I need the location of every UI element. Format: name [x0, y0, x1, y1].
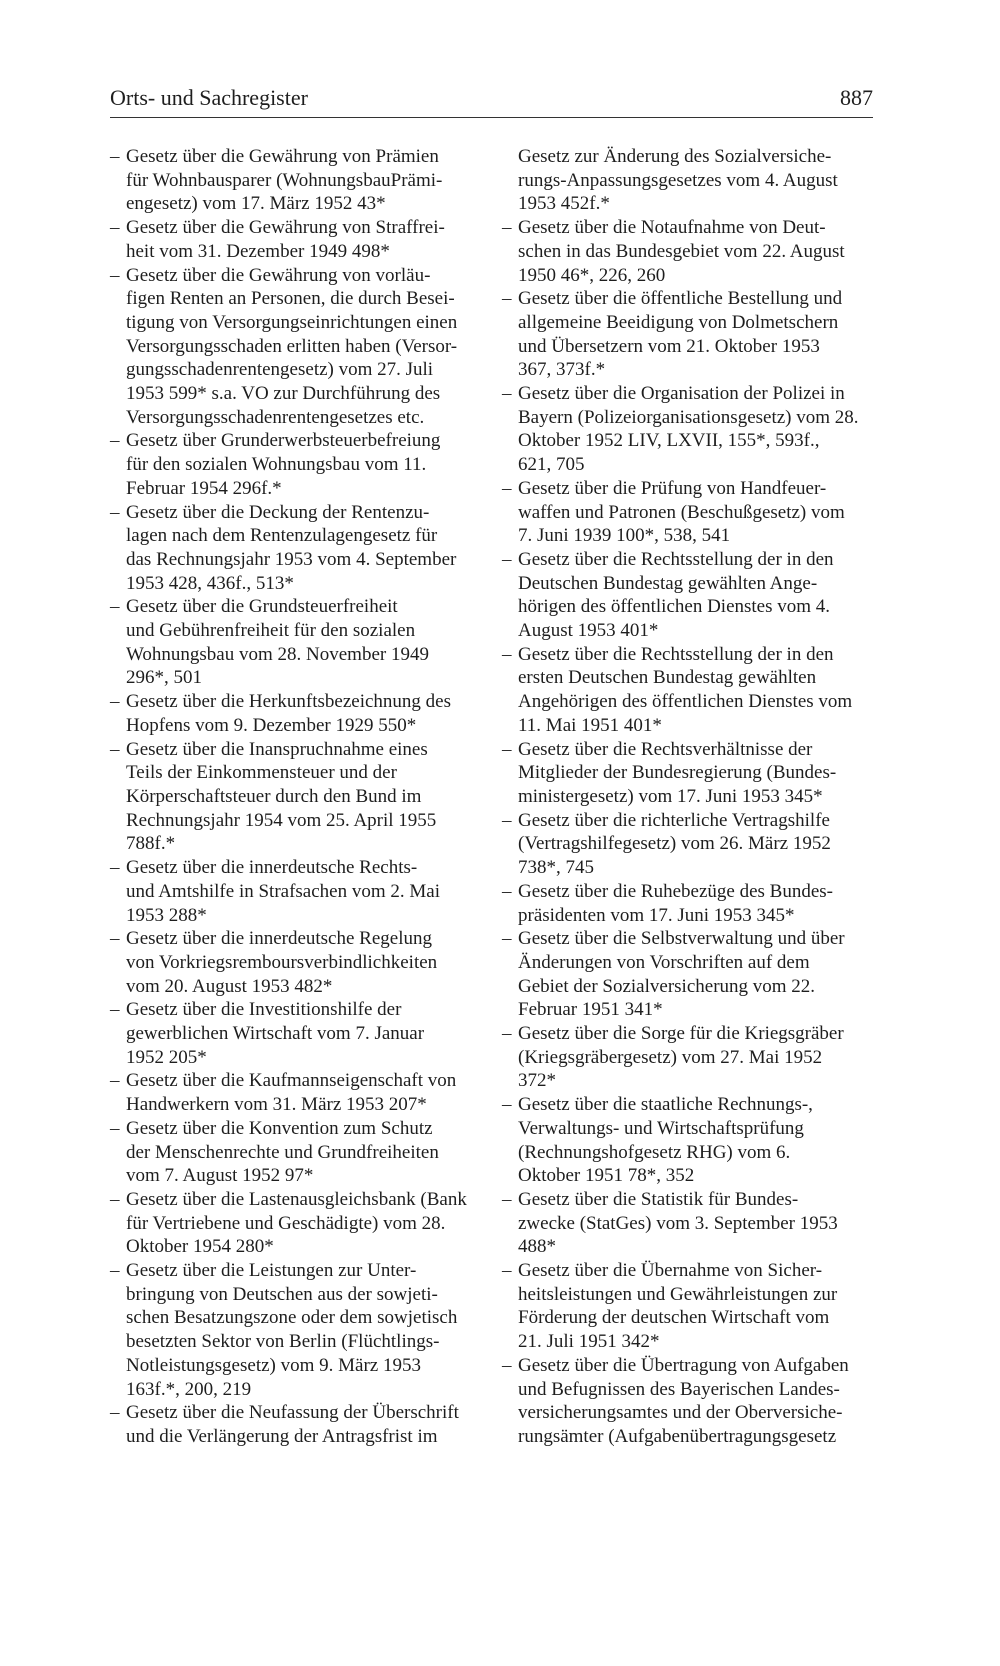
index-entry-line: 1953 428, 436f., 513*: [126, 572, 294, 594]
index-entry-line: – Gesetz über die Statistik für Bundes-: [518, 1188, 799, 1210]
index-entry-line: 21. Juli 1951 342*: [518, 1331, 660, 1353]
index-entry-line: – Gesetz über die Gewährung von vorläu-: [126, 264, 431, 286]
index-entry-line: engesetz) vom 17. März 1952 43*: [126, 193, 386, 215]
index-entry: [502, 477, 866, 548]
index-entry-line: (Vertragshilfegesetz) vom 26. März 1952: [518, 833, 831, 855]
index-entry-line: – Gesetz über die innerdeutsche Regelung: [126, 928, 432, 950]
index-entry: [110, 1259, 474, 1401]
index-entry-line: 296*, 501: [126, 667, 202, 689]
index-entry-line: gewerblichen Wirtschaft vom 7. Januar: [126, 1023, 425, 1045]
index-entry: [110, 429, 474, 500]
index-entry-line: zwecke (StatGes) vom 3. September 1953: [518, 1212, 838, 1234]
index-entry-line: 11. Mai 1951 401*: [518, 714, 662, 736]
index-entry-line: 367, 373f.*: [518, 359, 606, 381]
left-column: [110, 145, 474, 1449]
running-header: [110, 80, 873, 118]
index-entry-line: – Gesetz über die Organisation der Polizei in: [518, 383, 845, 405]
index-entry-line: besetzten Sektor von Berlin (Flüchtlings-: [126, 1331, 440, 1353]
index-entry-line: für Wohnbausparer (WohnungsbauPrämi-: [126, 169, 443, 191]
index-entry-line: Versorgungsschadenrentengesetzes etc.: [126, 406, 425, 428]
index-entry-line: Verwaltungs- und Wirtschaftsprüfung: [518, 1117, 804, 1139]
index-entry-line: Angehörigen des öffentlichen Dienstes vom: [518, 691, 853, 713]
index-entry: [110, 216, 474, 263]
index-entry-line: – Gesetz über die Selbstverwaltung und über: [518, 928, 845, 950]
index-entry-line: 1953 599* s.a. VO zur Durchführung des: [126, 383, 441, 405]
index-entry-line: – Gesetz über die Ruhebezüge des Bundes-: [518, 880, 833, 902]
index-entry-line: und die Verlängerung der Antragsfrist im: [126, 1425, 438, 1447]
page-number: 887: [840, 85, 873, 110]
index-entry: [502, 382, 866, 477]
index-entry-line: für Vertriebene und Geschädigte) vom 28.: [126, 1212, 446, 1234]
index-entry: [502, 287, 866, 382]
index-entry: [110, 927, 474, 998]
index-entry-line: Bayern (Polizeiorganisationsgesetz) vom 28.: [518, 406, 859, 428]
index-entry-line: ersten Deutschen Bundestag gewählten: [518, 667, 817, 689]
index-entry-line: – Gesetz über die öffentliche Bestellung und: [518, 288, 843, 310]
index-entry-line: 1950 46*, 226, 260: [518, 264, 666, 286]
index-entry-line: (Kriegsgräbergesetz) vom 27. Mai 1952: [518, 1046, 823, 1068]
index-entry-line: bringung von Deutschen aus der sowjeti-: [126, 1283, 438, 1305]
index-entry-line: – Gesetz über die Leistungen zur Unter-: [126, 1260, 417, 1282]
index-entry: [110, 1069, 474, 1116]
index-entry-line: Hopfens vom 9. Dezember 1929 550*: [126, 714, 417, 736]
index-entry-line: vom 20. August 1953 482*: [126, 975, 333, 997]
index-entry-line: 488*: [518, 1236, 556, 1258]
index-entry-line: Rechnungsjahr 1954 vom 25. April 1955: [126, 809, 437, 831]
index-entry-line: ministergesetz) vom 17. Juni 1953 345*: [518, 785, 823, 807]
index-entry-line: Oktober 1952 LIV, LXVII, 155*, 593f.,: [518, 430, 820, 452]
index-entry: [502, 927, 866, 1022]
index-entry-line: – Gesetz über die Gewährung von Straffrei-: [126, 217, 445, 239]
index-entry-line: 738*, 745: [518, 857, 594, 879]
index-entry-line: Gesetz zur Änderung des Sozialversiche-: [518, 146, 832, 167]
index-entry-line: 1952 205*: [126, 1046, 207, 1068]
index-entry: [110, 1117, 474, 1188]
index-entry-line: vom 7. August 1952 97*: [126, 1165, 314, 1187]
index-entry-line: waffen und Patronen (Beschußgesetz) vom: [518, 501, 845, 523]
index-entry-line: Februar 1951 341*: [518, 999, 663, 1021]
index-entry: [110, 738, 474, 857]
index-entry-line: – Gesetz über die staatliche Rechnungs-,: [518, 1094, 813, 1116]
index-entry: [110, 264, 474, 430]
header-title: Orts- und Sachregister: [110, 85, 308, 110]
index-entry-line: Notleistungsgesetz) vom 9. März 1953: [126, 1354, 421, 1376]
index-entry-line: – Gesetz über die Prüfung von Handfeuer-: [518, 477, 827, 499]
index-entry-line: Teils der Einkommensteuer und der: [126, 762, 397, 784]
index-entry-line: – Gesetz über die innerdeutsche Rechts-: [126, 857, 418, 879]
index-entry-line: – Gesetz über die Inanspruchnahme eines: [126, 738, 428, 760]
index-entry-line: tigung von Versorgungseinrichtungen einen: [126, 311, 458, 333]
index-entry-line: – Gesetz über die Kaufmannseigenschaft von: [126, 1070, 457, 1092]
index-entry-line: Änderungen von Vorschriften auf dem: [518, 951, 810, 973]
index-entry: [502, 216, 866, 287]
index-entry-line: – Gesetz über die Neufassung der Überschrift: [126, 1402, 459, 1424]
index-entry-line: 372*: [518, 1070, 556, 1092]
index-entry-line: – Gesetz über die Herkunftsbezeichnung des: [126, 691, 451, 713]
index-entry: [110, 690, 474, 737]
index-entry-line: 621, 705: [518, 454, 585, 476]
index-entry-line: 1953 452f.*: [518, 193, 610, 215]
index-entry-line: rungs-Anpassungsgesetzes vom 4. August: [518, 169, 838, 191]
index-entry-line: schen in das Bundesgebiet vom 22. August: [518, 240, 845, 262]
index-entry-line: figen Renten an Personen, die durch Besei-: [126, 288, 455, 310]
index-entry: [502, 1022, 866, 1093]
index-entry-line: Wohnungsbau vom 28. November 1949: [126, 643, 429, 665]
index-entry-line: und Amtshilfe in Strafsachen vom 2. Mai: [126, 880, 440, 902]
index-entry-line: Oktober 1951 78*, 352: [518, 1165, 695, 1187]
index-entry-line: Gebiet der Sozialversicherung vom 22.: [518, 975, 816, 997]
index-entry: [502, 738, 866, 809]
index-entry-line: Handwerkern vom 31. März 1953 207*: [126, 1094, 427, 1116]
index-entry-line: Oktober 1954 280*: [126, 1236, 274, 1258]
index-entry-line: – Gesetz über die Übertragung von Aufgaben: [518, 1354, 849, 1376]
index-entry-line: der Menschenrechte und Grundfreiheiten: [126, 1141, 439, 1163]
index-entry-line: – Gesetz über die Lastenausgleichsbank (Bank: [126, 1188, 467, 1210]
index-entry-line: Förderung der deutschen Wirtschaft vom: [518, 1307, 830, 1329]
index-entry-line: – Gesetz über die Grundsteuerfreiheit: [126, 596, 398, 618]
index-entry-line: (Rechnungshofgesetz RHG) vom 6.: [518, 1141, 791, 1163]
index-entry: [110, 595, 474, 690]
index-entry-line: – Gesetz über die Konvention zum Schutz: [126, 1117, 433, 1139]
index-entry-line: Deutschen Bundestag gewählten Ange-: [518, 572, 818, 594]
index-entry-line: – Gesetz über die Rechtsverhältnisse der: [518, 738, 813, 760]
index-entry-line: 163f.*, 200, 219: [126, 1378, 252, 1400]
right-column: [502, 145, 866, 1449]
index-entry-line: – Gesetz über die Investitionshilfe der: [126, 999, 402, 1021]
index-entry-line: 788f.*: [126, 833, 176, 855]
index-entry: [502, 643, 866, 738]
index-entry: [502, 1259, 866, 1354]
index-entry-line: für den sozialen Wohnungsbau vom 11.: [126, 454, 427, 476]
index-entry: [110, 856, 474, 927]
index-entry-line: hörigen des öffentlichen Dienstes vom 4.: [518, 596, 831, 618]
index-entry-line: – Gesetz über die Gewährung von Prämien: [126, 146, 439, 167]
index-entry-line: – Gesetz über die Notaufnahme von Deut-: [518, 217, 826, 239]
index-entry: [502, 145, 866, 216]
index-entry-line: – Gesetz über die richterliche Vertragshilfe: [518, 809, 830, 831]
index-entry-line: und Befugnissen des Bayerischen Landes-: [518, 1378, 840, 1400]
index-entry-line: 1953 288*: [126, 904, 207, 926]
index-entry: [502, 548, 866, 643]
index-entry: [502, 880, 866, 927]
index-entry: [110, 998, 474, 1069]
index-entry-line: lagen nach dem Rentenzulagengesetz für: [126, 525, 438, 547]
index-entry: [502, 809, 866, 880]
index-entry-line: Mitglieder der Bundesregierung (Bundes-: [518, 762, 837, 784]
index-entry-line: – Gesetz über die Sorge für die Kriegsgräber: [518, 1023, 844, 1045]
index-entry-line: heitsleistungen und Gewährleistungen zur: [518, 1283, 838, 1305]
index-entry-line: 7. Juni 1939 100*, 538, 541: [518, 525, 731, 547]
index-entry-line: – Gesetz über Grunderwerbsteuerbefreiung: [126, 430, 441, 452]
index-entry-line: das Rechnungsjahr 1953 vom 4. September: [126, 548, 457, 570]
index-entry-line: und Gebührenfreiheit für den sozialen: [126, 620, 416, 642]
index-entry: [110, 501, 474, 596]
index-entry-line: und Übersetzern vom 21. Oktober 1953: [518, 335, 820, 357]
index-entry-line: – Gesetz über die Rechtsstellung der in den: [518, 643, 834, 665]
index-entry-line: präsidenten vom 17. Juni 1953 345*: [518, 904, 795, 926]
index-entry-line: – Gesetz über die Übernahme von Sicher-: [518, 1260, 823, 1282]
index-entry-line: gungsschadenrentengesetz) vom 27. Juli: [126, 359, 434, 381]
index-entry-line: allgemeine Beeidigung von Dolmetschern: [518, 311, 839, 333]
index-entry: [502, 1093, 866, 1188]
index-entry-line: versicherungsamtes und der Oberversiche-: [518, 1402, 843, 1424]
index-entry: [110, 1188, 474, 1259]
index-entry-line: – Gesetz über die Rechtsstellung der in den: [518, 548, 834, 570]
index-entry-line: – Gesetz über die Deckung der Rentenzu-: [126, 501, 430, 523]
index-entry: [110, 1401, 474, 1448]
index-entry-line: heit vom 31. Dezember 1949 498*: [126, 240, 390, 262]
index-entry-line: Versorgungsschaden erlitten haben (Versor-: [126, 335, 458, 357]
index-entry-line: August 1953 401*: [518, 620, 659, 642]
index-entry-line: rungsämter (Aufgabenübertragungsgesetz: [518, 1425, 837, 1447]
index-entry: [110, 145, 474, 216]
index-entry: [502, 1354, 866, 1449]
index-entry: [502, 1188, 866, 1259]
index-entry-line: Februar 1954 296f.*: [126, 477, 282, 499]
index-entry-line: schen Besatzungszone oder dem sowjetisch: [126, 1307, 458, 1329]
index-entry-line: von Vorkriegsremboursverbindlichkeiten: [126, 951, 438, 973]
index-entry-line: Körperschaftsteuer durch den Bund im: [126, 785, 422, 807]
